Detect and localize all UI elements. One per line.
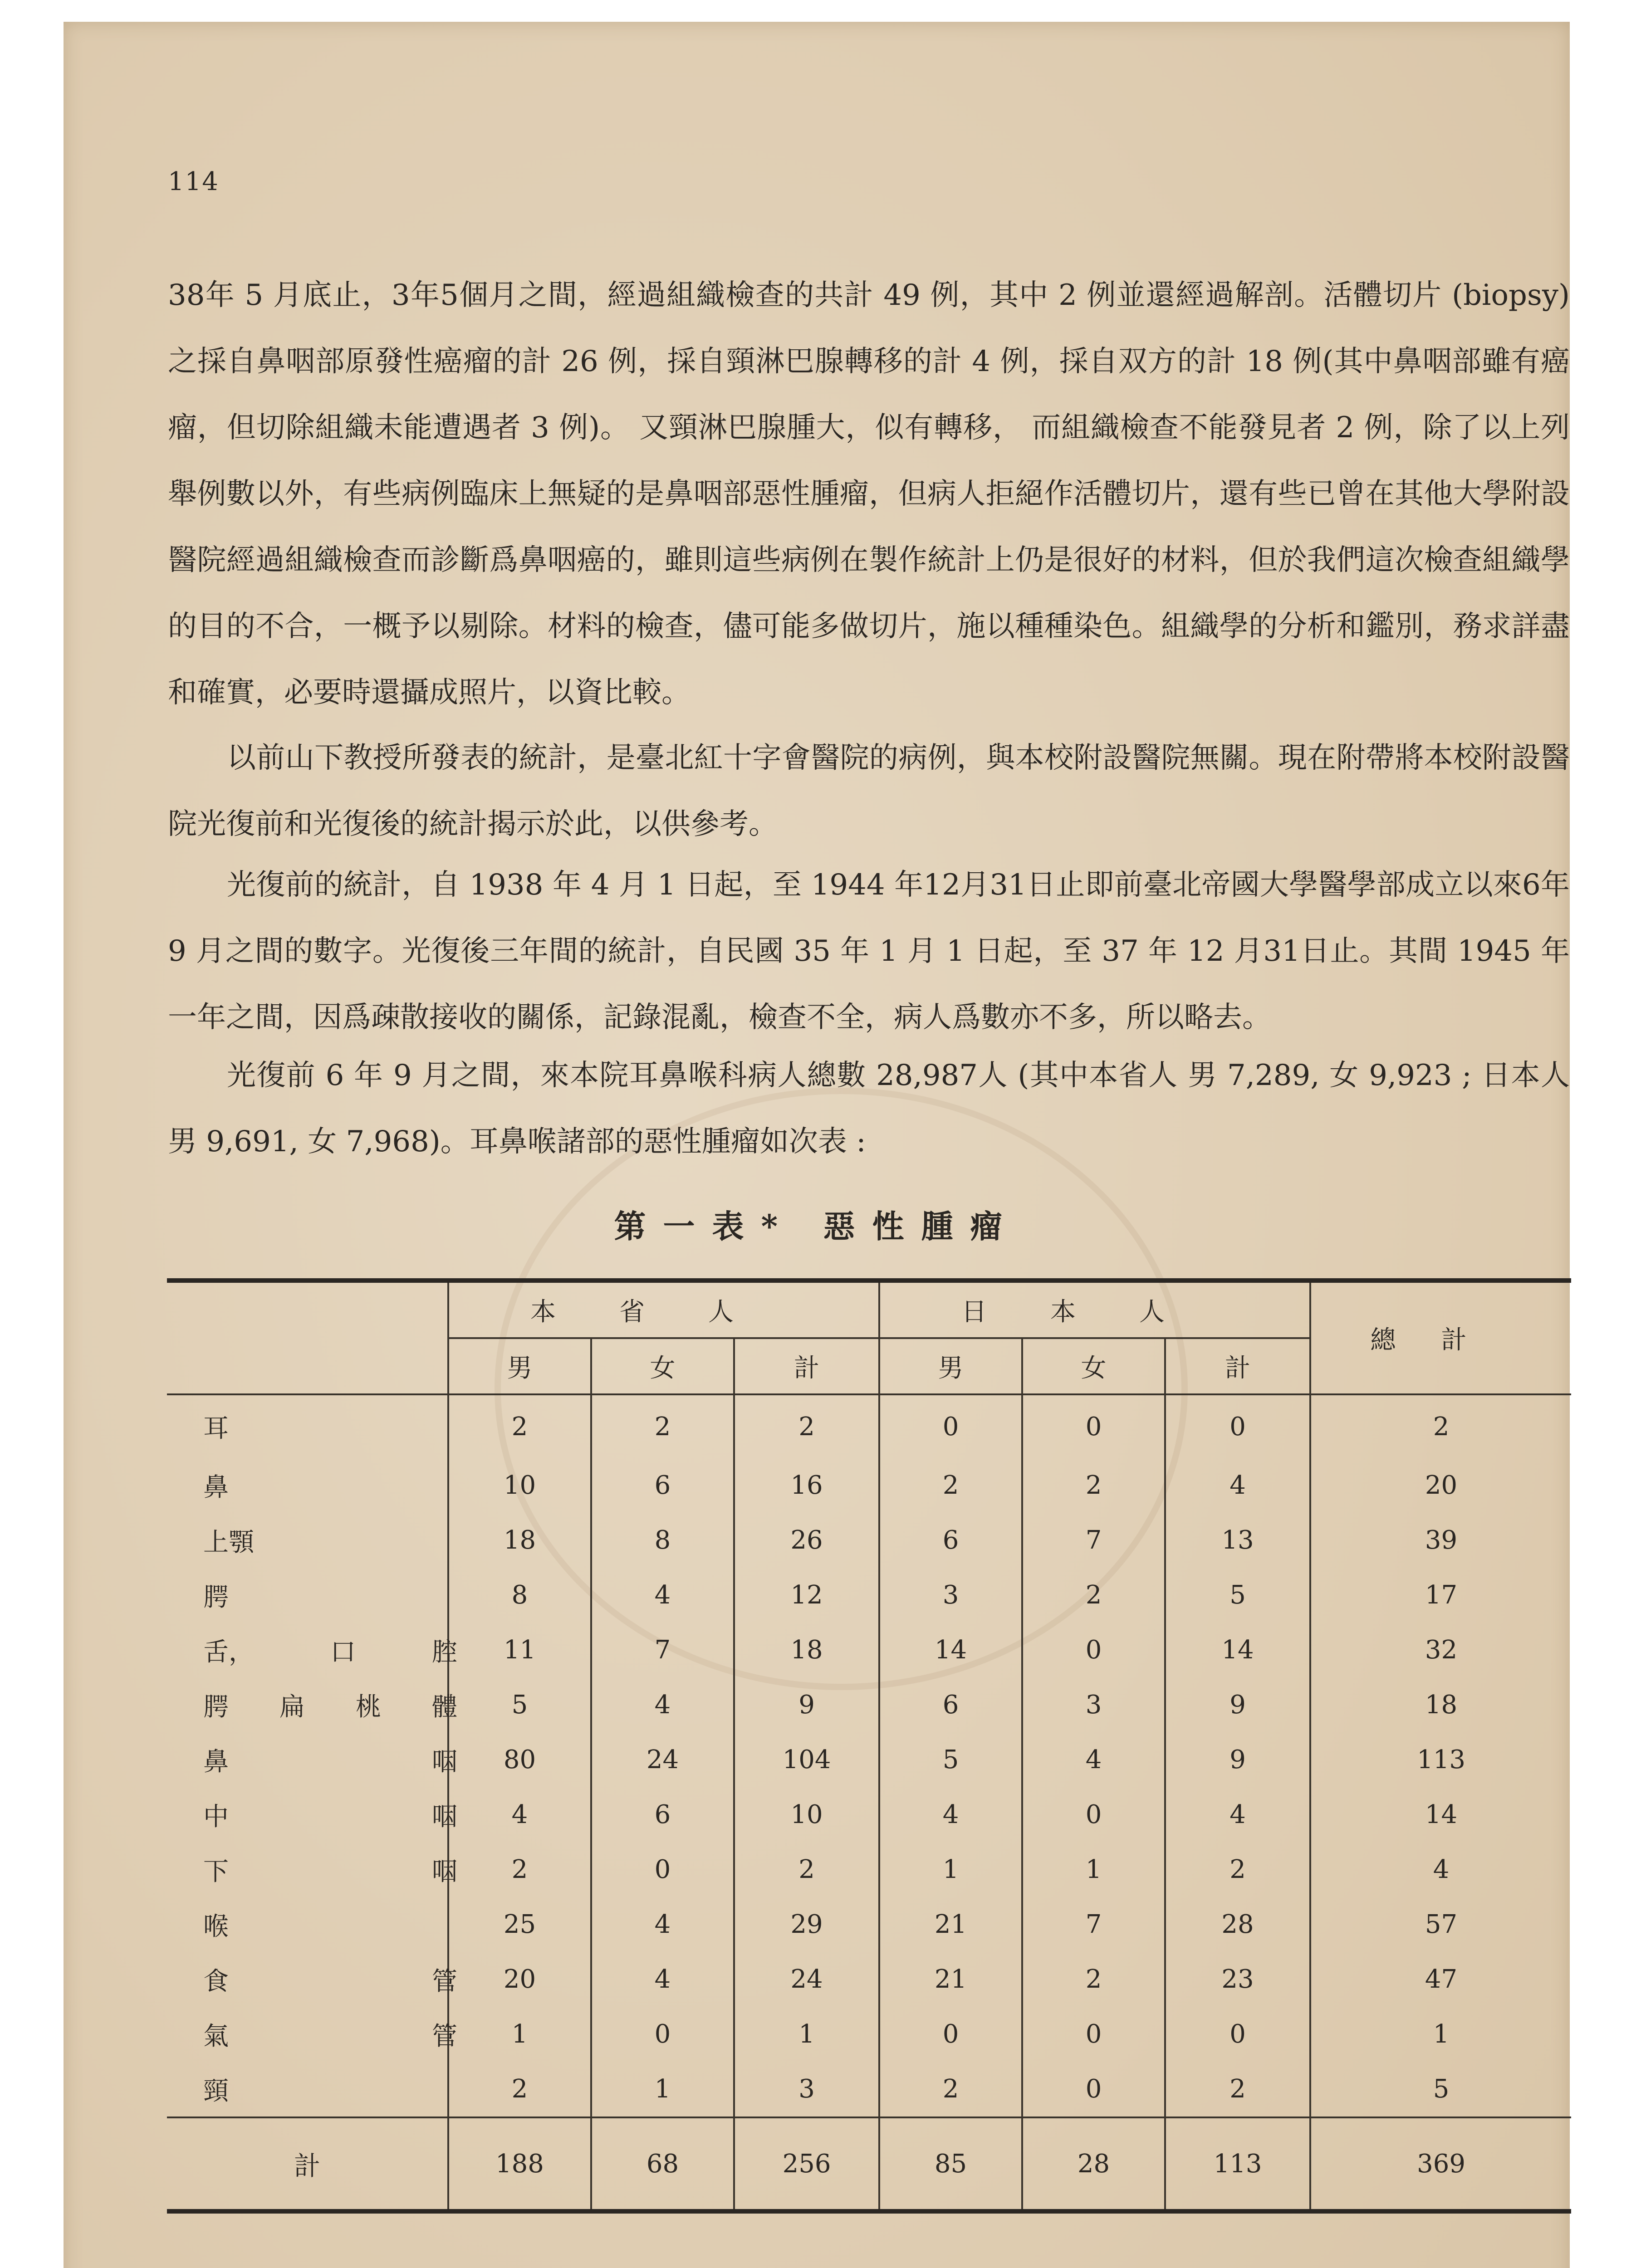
table-cell: 17: [1310, 1568, 1571, 1623]
table-cell: 18: [1310, 1677, 1571, 1732]
table-cell: 18: [448, 1513, 591, 1568]
table-cell: 0: [1165, 1394, 1310, 1458]
paragraph-text: 光復前 6 年 9 月之間，來本院耳鼻喉科病人總數 28,987人 (其中本省人 男 7,289, 女 9,923 ; 日本人 男 9,691, 女 7,968)。耳鼻喉諸部的惡性腫瘤如次表 :: [168, 1059, 1570, 1158]
table-cell: 4: [591, 1952, 734, 2007]
row-label-part: 氣: [203, 2021, 229, 2051]
table-cell: 2: [1310, 1394, 1571, 1458]
page-number: 114: [168, 167, 219, 196]
table-cell: 24: [591, 1732, 734, 1787]
table-cell: 0: [879, 2007, 1022, 2062]
row-label-header: [167, 1281, 448, 1394]
table-cell: 21: [879, 1952, 1022, 2007]
table-cell: 6: [879, 1513, 1022, 1568]
row-label-part: 咽: [432, 1802, 457, 1832]
row-label: [167, 1458, 448, 1513]
table-cell: 25: [448, 1897, 591, 1952]
table-cell: 2: [879, 1458, 1022, 1513]
table-cell: 8: [591, 1513, 734, 1568]
table-cell: 1: [448, 2007, 591, 2062]
table-cell: 26: [734, 1513, 879, 1568]
table-cell: 2: [448, 1394, 591, 1458]
total-row-label: 計: [294, 2151, 320, 2181]
table-cell: 4: [591, 1897, 734, 1952]
table-cell: 1: [591, 2062, 734, 2117]
row-label-part: 下: [203, 1857, 229, 1887]
table-row: [167, 2007, 1571, 2062]
table-row: [167, 1458, 1571, 1513]
table-row: [167, 1842, 1571, 1897]
row-label-part: 管: [432, 2021, 457, 2051]
table-cell: 23: [1165, 1952, 1310, 2007]
table-cell: 1: [879, 1842, 1022, 1897]
table-cell: 2: [448, 1842, 591, 1897]
table-cell: 14: [1165, 1623, 1310, 1677]
table-cell: 9: [1165, 1732, 1310, 1787]
table-cell: 0: [1022, 2007, 1165, 2062]
table-cell: 2: [1022, 1458, 1165, 1513]
table-cell: 4: [591, 1568, 734, 1623]
table-cell: 113: [1310, 1732, 1571, 1787]
table-cell: 13: [1165, 1513, 1310, 1568]
table-cell: 2: [734, 1842, 879, 1897]
row-label: [167, 1394, 448, 1458]
row-label-part: 扁: [279, 1692, 305, 1722]
table-row: [167, 1787, 1571, 1842]
table-cell: 8: [448, 1568, 591, 1623]
table-row: [167, 1568, 1571, 1623]
grand-total-header: 總計: [1310, 1281, 1571, 1394]
table-cell: 9: [1165, 1677, 1310, 1732]
table-cell: 0: [1022, 1394, 1165, 1458]
table-cell: 2: [879, 2062, 1022, 2117]
table-cell: 5: [1165, 1568, 1310, 1623]
row-label-part: 體: [432, 1692, 457, 1722]
table-cell: 1: [1310, 2007, 1571, 2062]
total-cell: 188: [448, 2117, 591, 2211]
table-row: [167, 1394, 1571, 1458]
table-cell: 0: [879, 1394, 1022, 1458]
row-label: [167, 1568, 448, 1623]
table-cell: 6: [591, 1458, 734, 1513]
table-cell: 10: [448, 1458, 591, 1513]
row-label-part: 頸: [203, 2076, 229, 2106]
table-row: [167, 1952, 1571, 2007]
table-cell: 5: [879, 1732, 1022, 1787]
table-cell: 0: [1022, 1787, 1165, 1842]
table-cell: 3: [1022, 1677, 1165, 1732]
table-cell: 7: [1022, 1513, 1165, 1568]
row-label-part: 管: [432, 1966, 457, 1996]
table-cell: 5: [1310, 2062, 1571, 2117]
row-label-part: 耳: [203, 1414, 229, 1443]
table-cell: 12: [734, 1568, 879, 1623]
total-cell: 28: [1022, 2117, 1165, 2211]
table-cell: 2: [1022, 1568, 1165, 1623]
row-label-part: 喉: [203, 1911, 229, 1941]
paragraph-4: [168, 1042, 1570, 1175]
paragraph-text: 光復前的統計，自 1938 年 4 月 1 日起，至 1944 年12月31日止即前臺北帝國大學醫學部成立以來6年 9 月之間的數字。光復後三年間的統計，自民國 35 年 1 月 1 日起，至 37 年 12 月31日止。其間 1945 年一年之間，因爲疎散接收的關係，記錄混亂，檢查不全，病人爲數亦不多，所以略去。: [168, 868, 1570, 1034]
table-cell: 5: [448, 1677, 591, 1732]
paragraph-2: [168, 725, 1570, 857]
table-cell: 104: [734, 1732, 879, 1787]
table-cell: 2: [1165, 1842, 1310, 1897]
row-label: [167, 1732, 457, 1787]
table-cell: 4: [1310, 1842, 1571, 1897]
table-cell: 10: [734, 1787, 879, 1842]
row-label-part: 上顎: [203, 1527, 254, 1557]
table-cell: 0: [1022, 2062, 1165, 2117]
total-cell: 256: [734, 2117, 879, 2211]
table-cell: 20: [1310, 1458, 1571, 1513]
sub-header: 女: [591, 1338, 734, 1394]
table-cell: 80: [448, 1732, 591, 1787]
table-cell: 11: [448, 1623, 591, 1677]
table-cell: 2: [1165, 2062, 1310, 2117]
row-label-part: 咽: [432, 1747, 457, 1777]
table-row: [167, 1897, 1571, 1952]
table-cell: 16: [734, 1458, 879, 1513]
tumor-table: [167, 1278, 1571, 2214]
table-cell: 2: [591, 1394, 734, 1458]
table-cell: 2: [734, 1394, 879, 1458]
total-cell: 113: [1165, 2117, 1310, 2211]
sub-header: 男: [448, 1338, 591, 1394]
table-cell: 4: [1165, 1787, 1310, 1842]
table-cell: 14: [879, 1623, 1022, 1677]
row-label: [167, 1787, 457, 1842]
table-cell: 20: [448, 1952, 591, 2007]
total-cell: 85: [879, 2117, 1022, 2211]
row-label-part: 鼻: [203, 1472, 229, 1502]
row-label-part: 鼻: [203, 1747, 229, 1777]
row-label: [167, 2007, 457, 2062]
table-cell: 0: [1165, 2007, 1310, 2062]
total-cell: 369: [1310, 2117, 1571, 2211]
sub-header: 男: [879, 1338, 1022, 1394]
table-cell: 3: [879, 1568, 1022, 1623]
paragraph-text: 38年 5 月底止，3年5個月之間，經過組織檢查的共計 49 例，其中 2 例並還經過解剖。活體切片 (biopsy)之採自鼻咽部原發性癌瘤的計 26 例，採自頸淋巴腺轉移的計 4 例，採自双方的計 18 例(其中鼻咽部雖有癌瘤，但切除組織未能遭遇者 3 例)。 又頸淋巴腺腫大，似有轉移， 而組織檢查不能發見者 2 例，除了以上列舉例數以外，有些病例臨床上無疑的是鼻咽部惡性腫瘤，但病人拒絕作活體切片，還有些已曾在其他大學附設醫院經過組織檢查而診斷爲鼻咽癌的，雖則這些病例在製作統計上仍是很好的材料，但於我們這次檢查組織學的目的不合，一概予以剔除。材料的檢查，儘可能多做切片，施以種種染色。組織學的分析和鑑別，務求詳盡和確實，必要時還攝成照片，以資比較。: [168, 279, 1570, 709]
table-cell: 0: [591, 1842, 734, 1897]
table-cell: 21: [879, 1897, 1022, 1952]
table-cell: 7: [1022, 1897, 1165, 1952]
total-row: [167, 2117, 1571, 2211]
row-label-part: 咽: [432, 1857, 457, 1887]
table-header-row-groups: [167, 1281, 1571, 1338]
table-cell: 29: [734, 1897, 879, 1952]
scanned-page: [64, 22, 1570, 2268]
total-cell: 68: [591, 2117, 734, 2211]
sub-header: 計: [1165, 1338, 1310, 1394]
row-label: [167, 1952, 457, 2007]
row-label-part: 桃: [356, 1692, 381, 1722]
row-label-part: 中: [203, 1802, 229, 1832]
table-cell: 3: [734, 2062, 879, 2117]
table-cell: 57: [1310, 1897, 1571, 1952]
table-row: [167, 2062, 1571, 2117]
row-label-part: 食: [203, 1966, 229, 1996]
table-cell: 4: [1165, 1458, 1310, 1513]
paragraph-text: 以前山下教授所發表的統計，是臺北紅十字會醫院的病例，與本校附設醫院無關。現在附帶將本校附設醫院光復前和光復後的統計揭示於此，以供參考。: [168, 741, 1570, 841]
table-cell: 6: [879, 1677, 1022, 1732]
row-label: [167, 1513, 448, 1568]
table-row: [167, 1513, 1571, 1568]
table-cell: 28: [1165, 1897, 1310, 1952]
row-label: [167, 1842, 457, 1897]
table-cell: 4: [448, 1787, 591, 1842]
table-cell: 4: [591, 1677, 734, 1732]
table-row: [167, 1677, 1571, 1732]
paragraph-1: [168, 262, 1570, 726]
row-label: [167, 1677, 457, 1732]
sub-header: 女: [1022, 1338, 1165, 1394]
table-cell: 47: [1310, 1952, 1571, 2007]
table-cell: 2: [1022, 1952, 1165, 2007]
table-row: [167, 1623, 1571, 1677]
table-cell: 1: [734, 2007, 879, 2062]
table-cell: 39: [1310, 1513, 1571, 1568]
row-label-part: 腔: [432, 1637, 457, 1667]
table-body: [167, 1394, 1571, 2117]
table-cell: 7: [591, 1623, 734, 1677]
table-row: [167, 1732, 1571, 1787]
row-label: [167, 2062, 448, 2117]
sub-header: 計: [734, 1338, 879, 1394]
table-title: 第一表* 惡性腫瘤: [614, 1207, 1019, 1245]
tumor-table-container: [167, 1278, 1571, 2214]
table-cell: 6: [591, 1787, 734, 1842]
table-cell: 4: [879, 1787, 1022, 1842]
row-label: [167, 1897, 448, 1952]
row-label-part: 舌，: [203, 1637, 254, 1667]
table-cell: 14: [1310, 1787, 1571, 1842]
table-cell: 32: [1310, 1623, 1571, 1677]
table-cell: 4: [1022, 1732, 1165, 1787]
row-label-part: 口: [330, 1637, 356, 1667]
table-cell: 0: [1022, 1623, 1165, 1677]
table-cell: 18: [734, 1623, 879, 1677]
group-header-local: 本省人: [448, 1281, 879, 1338]
group-header-japanese: 日本人: [879, 1281, 1310, 1338]
table-cell: 24: [734, 1952, 879, 2007]
row-label: [167, 1623, 457, 1677]
table-cell: 2: [448, 2062, 591, 2117]
table-cell: 9: [734, 1677, 879, 1732]
paragraph-3: [168, 852, 1570, 1051]
table-cell: 1: [1022, 1842, 1165, 1897]
row-label-part: 腭: [203, 1582, 229, 1612]
table-cell: 0: [591, 2007, 734, 2062]
row-label-part: 腭: [203, 1692, 229, 1722]
